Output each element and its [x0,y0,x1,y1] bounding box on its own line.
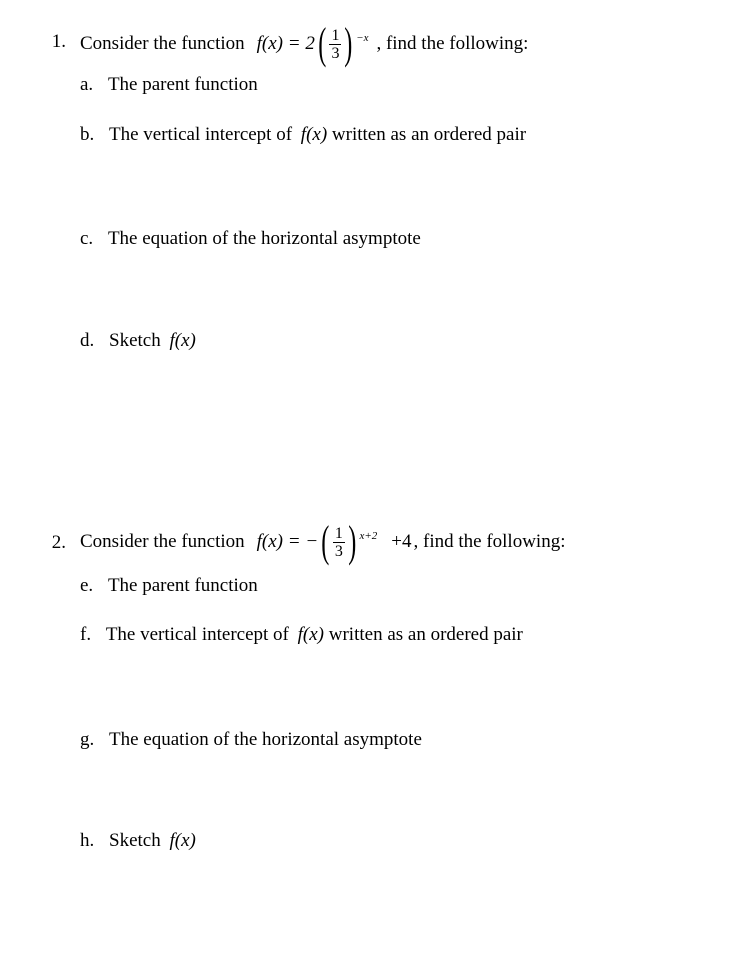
part-e [80,575,258,597]
function-expression [256,517,412,566]
part-d [80,330,196,352]
part-c [80,228,421,250]
question-number: 1. [51,31,66,52]
question-suffix: , find the following: [413,531,566,552]
part-letter: h. [80,830,95,851]
part-letter: g. [80,729,95,750]
part-text: Sketch [109,330,161,351]
right-paren: ) [344,19,353,68]
left-paren: ( [318,19,327,68]
part-letter: d. [80,330,95,351]
part-text: The vertical intercept of [105,624,289,645]
part-text: The parent function [107,74,258,95]
function-lhs: f(x) = 2 [256,33,315,54]
function-expression [256,19,369,68]
function-tail: +4 [391,531,412,552]
part-text: The equation of the horizontal asymptote [109,729,422,750]
fraction [329,27,341,62]
left-paren: ( [321,517,330,566]
exponent: −x [356,32,369,44]
question-number: 2. [51,532,66,553]
fraction [333,525,345,560]
fraction-denominator: 3 [331,44,340,62]
part-f [80,624,523,646]
part-a [80,74,258,96]
part-letter: e. [80,575,94,596]
question-intro: Consider the function [80,531,245,552]
question-stem [80,19,529,68]
part-letter: c. [80,228,94,249]
part-b [80,124,526,146]
fraction-numerator: 1 [334,524,343,542]
question-intro: Consider the function [80,33,245,54]
part-function: f(x) [300,124,328,145]
part-h [80,830,196,852]
fraction-numerator: 1 [331,26,340,44]
right-paren: ) [348,517,357,566]
part-function: f(x) [169,330,196,351]
question-suffix: , find the following: [376,33,529,54]
part-text-after: written as an ordered pair [328,624,523,645]
function-lhs: f(x) = − [256,531,319,552]
fraction-denominator: 3 [334,542,343,560]
part-letter: b. [80,124,95,145]
part-function: f(x) [297,624,324,645]
part-function: f(x) [169,830,196,851]
part-letter: a. [80,74,94,95]
part-text: The equation of the horizontal asymptote [107,228,421,249]
part-g [80,729,422,751]
exponent: x+2 [359,530,378,542]
part-text: The parent function [107,575,258,596]
part-letter: f. [80,624,92,645]
part-text: Sketch [109,830,161,851]
part-text: The vertical intercept of [109,124,293,145]
question-stem [80,517,566,566]
part-text-after: written as an ordered pair [331,124,527,145]
